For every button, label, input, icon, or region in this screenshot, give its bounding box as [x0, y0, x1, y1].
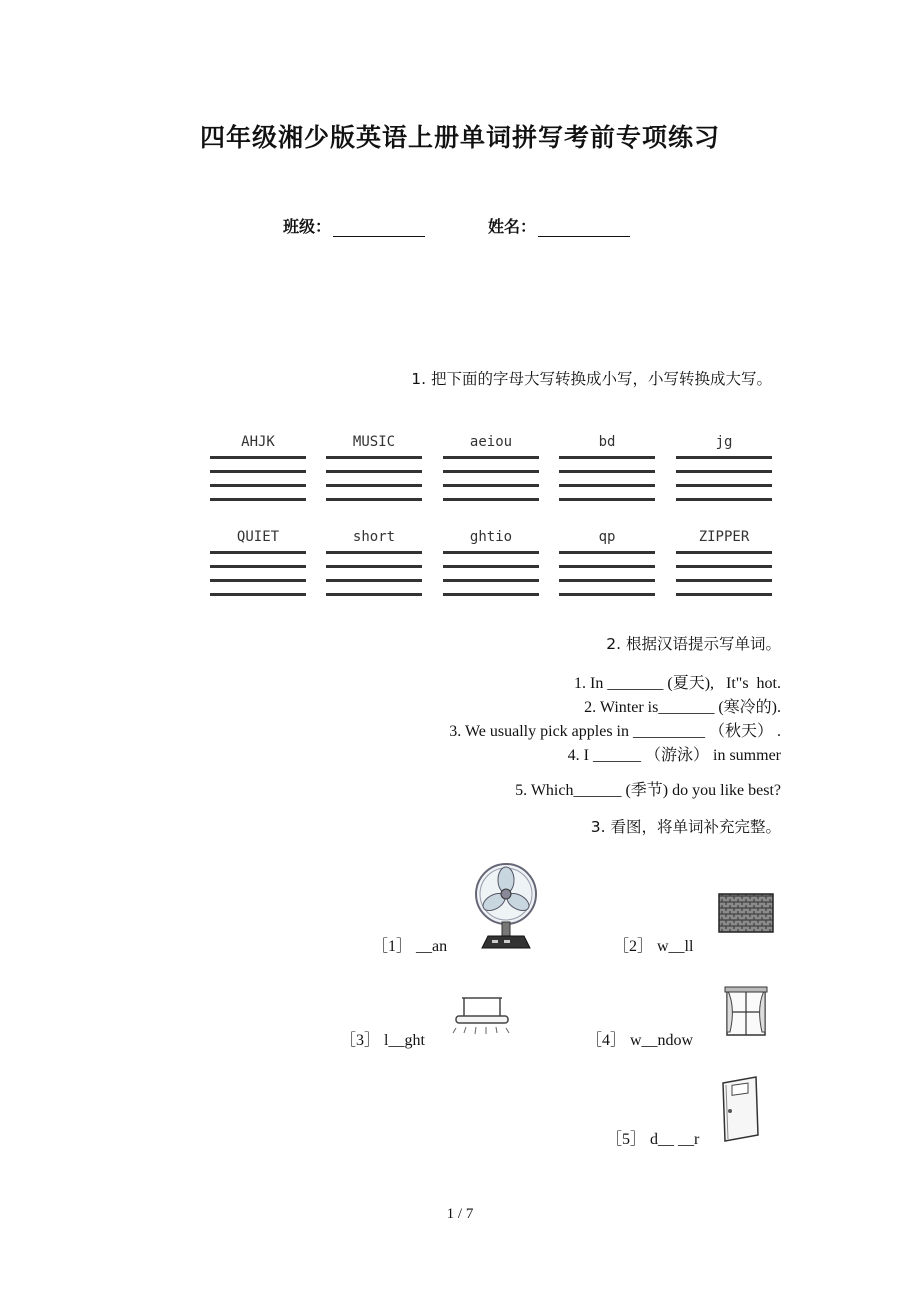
window-icon: [724, 986, 768, 1038]
writing-line: [676, 579, 772, 582]
grid-cell: [443, 529, 539, 607]
grid-word: ghtio: [469, 529, 513, 545]
writing-line: [559, 470, 655, 473]
writing-line: [326, 551, 422, 554]
writing-line: [443, 498, 539, 501]
picture-item-1: ［1］ __an: [372, 938, 448, 955]
writing-line: [210, 593, 306, 596]
page-number: 1 / 7: [446, 1206, 474, 1222]
picture-item-2: ［2］ w__ll: [613, 938, 694, 955]
writing-line: [326, 579, 422, 582]
grid-word: aeiou: [469, 434, 513, 450]
sentence-3: 3. We usually pick apples in _________ （秋天） .: [449, 723, 781, 740]
writing-line: [210, 498, 306, 501]
section2-heading: 2. 根据汉语提示写单词。: [606, 635, 781, 653]
section3-heading: 3. 看图，将单词补充完整。: [590, 818, 781, 836]
writing-line: [559, 593, 655, 596]
sentence-4: 4. I ______ （游泳） in summer: [567, 747, 781, 764]
grid-word: qp: [598, 529, 616, 545]
writing-line: [676, 498, 772, 501]
writing-line: [210, 551, 306, 554]
grid-word: short: [352, 529, 396, 545]
writing-line: [559, 456, 655, 459]
writing-line: [443, 484, 539, 487]
grid-cell: [676, 529, 772, 607]
writing-line: [676, 456, 772, 459]
writing-line: [559, 579, 655, 582]
writing-line: [326, 498, 422, 501]
name-blank[interactable]: [538, 220, 630, 237]
picture-item-4: ［4］ w__ndow: [586, 1032, 694, 1049]
name-label: 姓名：: [488, 217, 537, 236]
writing-line: [443, 593, 539, 596]
writing-line: [559, 498, 655, 501]
grid-cell: [559, 529, 655, 607]
writing-line: [326, 456, 422, 459]
sentence-1: 1. In _______ (夏天), It"s hot.: [574, 675, 781, 692]
class-label: 班级：: [283, 217, 332, 236]
writing-line: [210, 470, 306, 473]
sentence-5: 5. Which______ (季节) do you like best?: [515, 782, 781, 799]
door-icon: [720, 1075, 762, 1143]
class-field: [283, 214, 425, 237]
grid-cell: [210, 529, 306, 607]
grid-cell: [326, 529, 422, 607]
writing-line: [210, 565, 306, 568]
picture-item-5: ［5］ d__ __r: [606, 1131, 700, 1148]
writing-line: [676, 565, 772, 568]
section1-heading: 1. 把下面的字母大写转换成小写，小写转换成大写。: [411, 370, 772, 388]
writing-line: [559, 565, 655, 568]
grid-word: MUSIC: [352, 434, 396, 450]
class-blank[interactable]: [333, 220, 425, 237]
grid-word: bd: [598, 434, 616, 450]
writing-line: [559, 484, 655, 487]
writing-line: [676, 470, 772, 473]
grid-cell: [676, 434, 772, 512]
page-title: 四年级湘少版英语上册单词拼写考前专项练习: [199, 123, 720, 152]
grid-cell: [559, 434, 655, 512]
writing-line: [443, 456, 539, 459]
writing-line: [676, 593, 772, 596]
writing-line: [676, 551, 772, 554]
grid-cell: [443, 434, 539, 512]
writing-line: [443, 565, 539, 568]
writing-line: [676, 484, 772, 487]
writing-line: [210, 484, 306, 487]
writing-line: [559, 551, 655, 554]
writing-line: [326, 593, 422, 596]
grid-word: AHJK: [241, 434, 275, 450]
writing-line: [326, 565, 422, 568]
wall-icon: [718, 893, 774, 933]
grid-word: jg: [715, 434, 733, 450]
writing-line: [443, 551, 539, 554]
writing-line: [443, 470, 539, 473]
grid-cell: [326, 434, 422, 512]
writing-line: [443, 579, 539, 582]
name-field: [488, 214, 630, 237]
sentence-2: 2. Winter is_______ (寒冷的).: [584, 699, 781, 716]
grid-word: ZIPPER: [698, 529, 750, 545]
picture-item-3: ［3］ l__ght: [340, 1032, 425, 1049]
writing-line: [210, 579, 306, 582]
fan-icon: [474, 860, 542, 950]
grid-word: QUIET: [236, 529, 280, 545]
writing-line: [326, 484, 422, 487]
light-icon: [452, 996, 516, 1036]
writing-line: [326, 470, 422, 473]
grid-cell: [210, 434, 306, 512]
writing-line: [210, 456, 306, 459]
